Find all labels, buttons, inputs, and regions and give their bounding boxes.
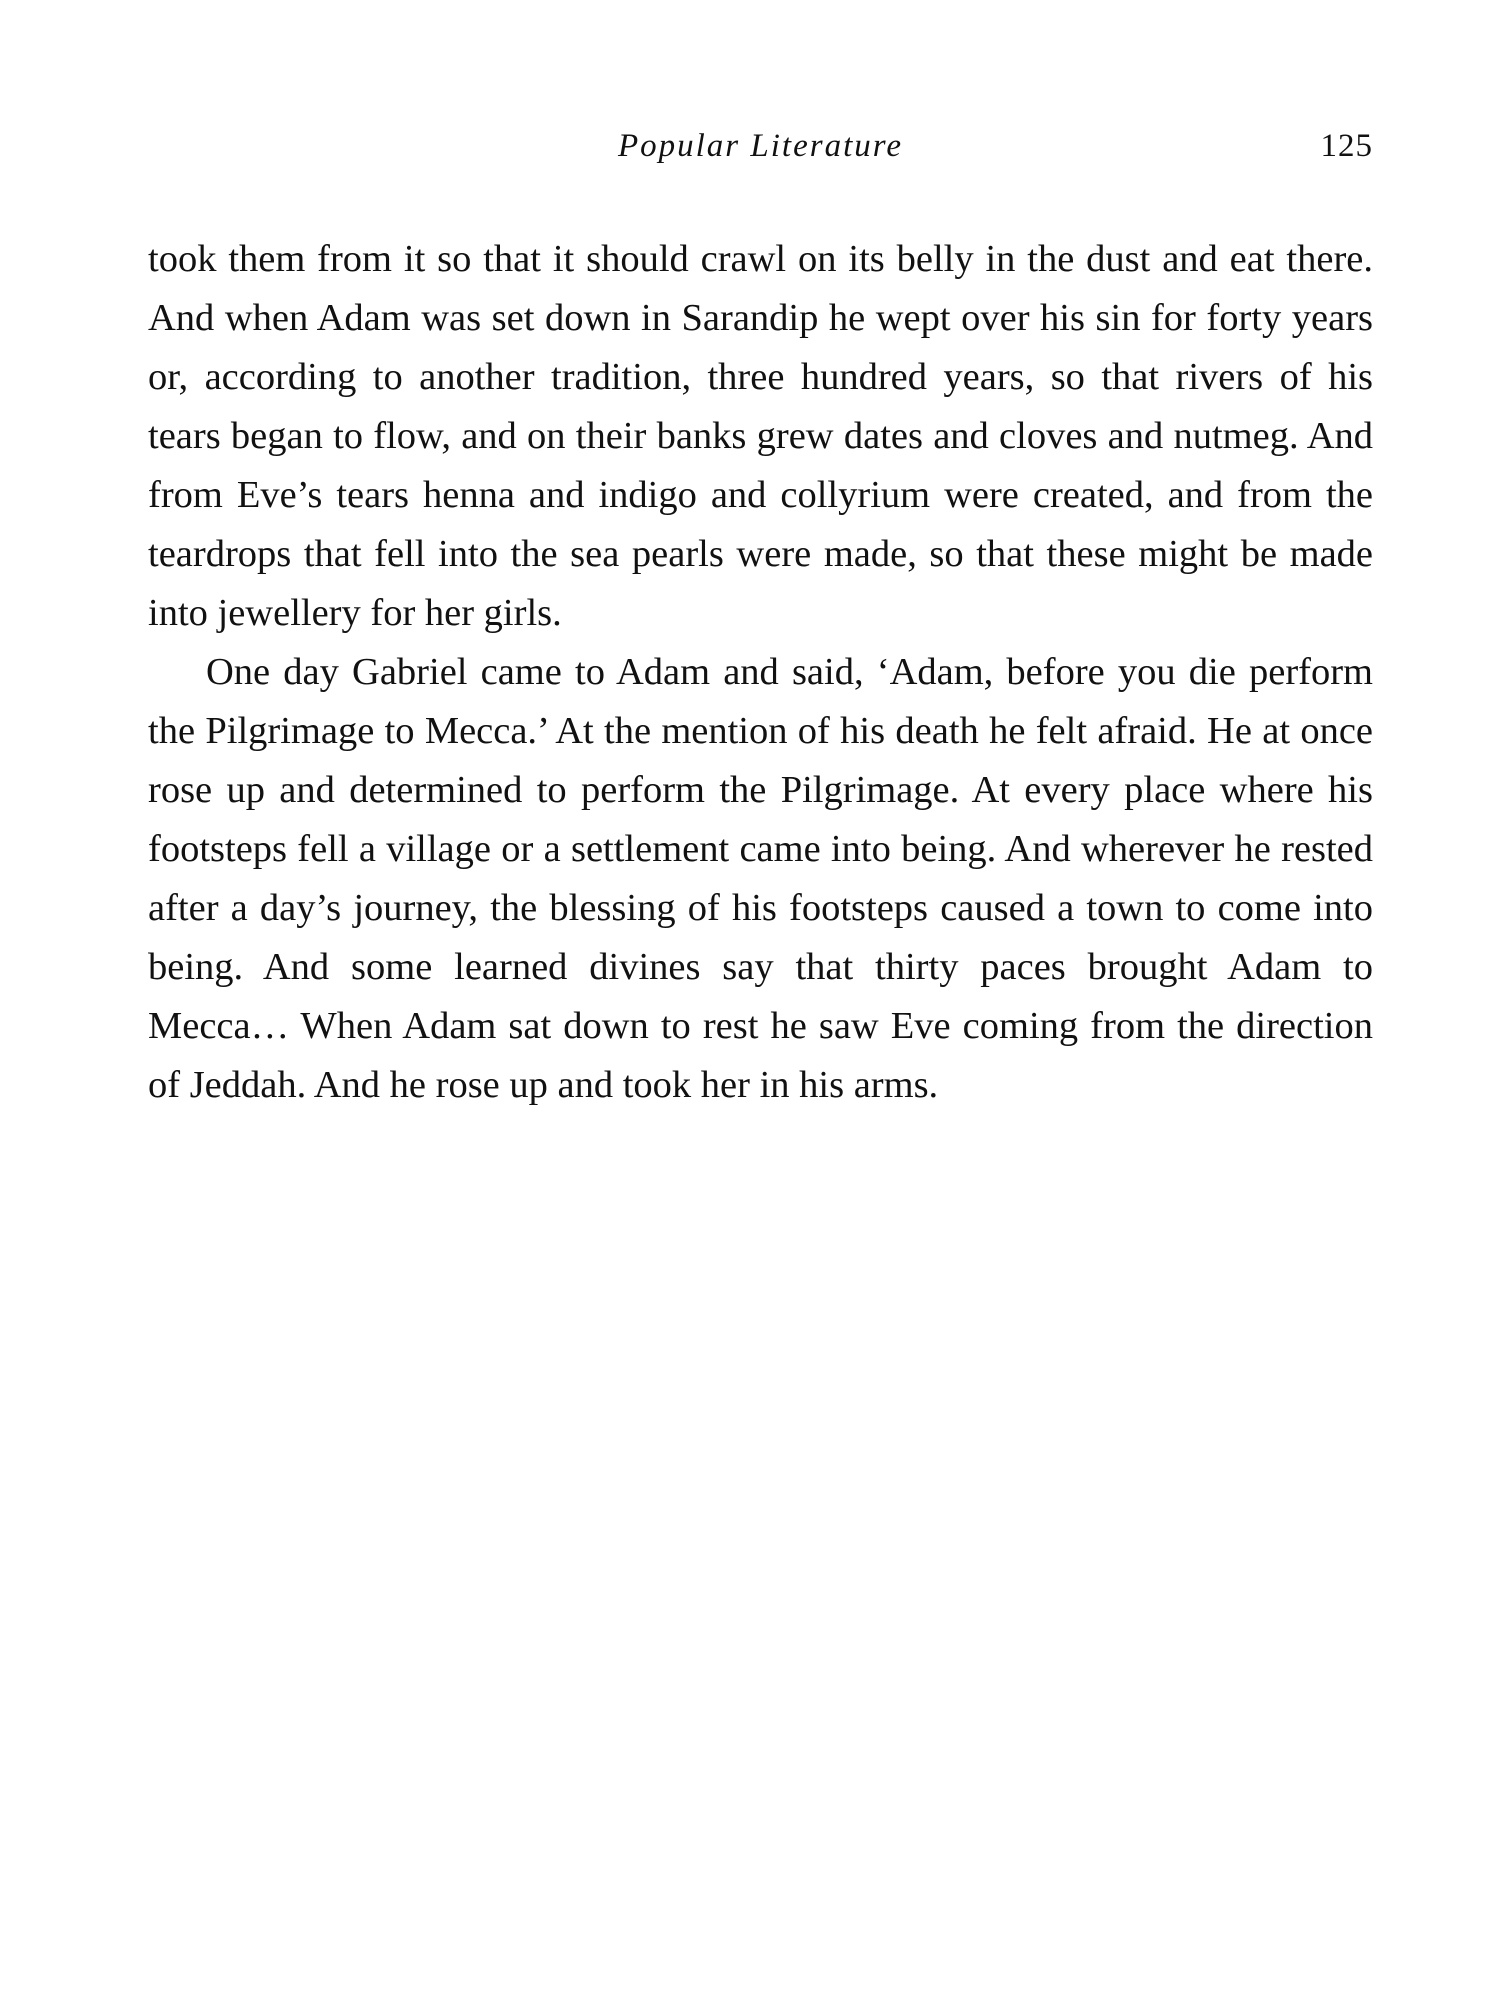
paragraph-gabriel: One day Gabriel came to Adam and said, ‘Adam, before you die perform the Pilgrimage to Mecca.’ At the mention of his death he felt afraid. He at once rose up and determined to perform the Pilgrimage. At every place where his footsteps fell a village or a settlement came into being. And wherever he rested after a day’s journey, the blessing of his footsteps caused a town to come into being. And some learned divines say that thirty paces brought Adam to Mecca… When Adam sat down to rest he saw Eve coming from the direction of Jeddah. And he rose up and took her in his arms. xyxy=(148,651,1373,1106)
page-number: 125 xyxy=(1320,128,1373,164)
paragraph-continued: took them from it so that it should crawl on its belly in the dust and eat there. And when Adam was set down in Sarandip he wept over his sin for forty years or, according to another tradition, three hundred years, so that rivers of his tears began to flow, and on their banks grew dates and cloves and nutmeg. And from Eve’s tears henna and indigo and collyrium were created, and from the teardrops that fell into the sea pearls were made, so that these might be made into jewellery for her girls. xyxy=(148,238,1373,634)
running-head xyxy=(148,122,1373,170)
running-title: Popular Literature xyxy=(617,128,904,164)
body-text xyxy=(148,230,1373,1115)
